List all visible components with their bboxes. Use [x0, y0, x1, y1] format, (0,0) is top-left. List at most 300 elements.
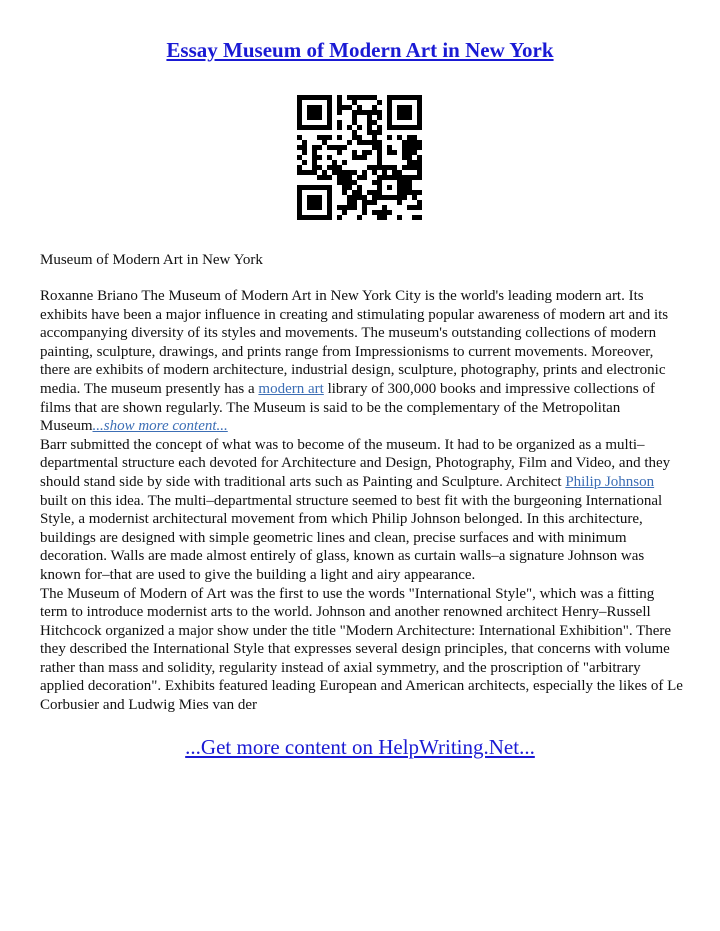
qr-module	[327, 115, 332, 120]
qr-module	[382, 215, 387, 220]
qr-module	[417, 95, 422, 100]
qr-module	[387, 135, 392, 140]
title-link[interactable]: Essay Museum of Modern Art in New York	[166, 38, 554, 62]
qr-module	[412, 205, 417, 210]
qr-module	[362, 140, 367, 145]
modern-art-link[interactable]: modern art	[258, 380, 324, 397]
qr-module	[412, 140, 417, 145]
qr-module	[307, 110, 312, 115]
qr-module	[357, 195, 362, 200]
qr-module	[372, 130, 377, 135]
qr-module	[367, 125, 372, 130]
qr-module	[347, 95, 352, 100]
qr-module	[362, 210, 367, 215]
qr-module	[327, 195, 332, 200]
qr-module	[307, 115, 312, 120]
qr-module	[317, 215, 322, 220]
qr-module	[402, 175, 407, 180]
qr-module	[352, 135, 357, 140]
qr-module	[327, 200, 332, 205]
qr-module	[397, 190, 402, 195]
qr-module	[297, 185, 302, 190]
qr-module	[332, 170, 337, 175]
qr-module	[377, 150, 382, 155]
qr-module	[417, 140, 422, 145]
qr-module	[382, 170, 387, 175]
qr-module	[317, 135, 322, 140]
qr-module	[362, 195, 367, 200]
qr-module	[397, 215, 402, 220]
qr-module	[417, 200, 422, 205]
qr-module	[417, 120, 422, 125]
qr-module	[412, 135, 417, 140]
qr-module	[377, 185, 382, 190]
qr-module	[402, 105, 407, 110]
qr-module	[372, 210, 377, 215]
qr-module	[377, 165, 382, 170]
qr-module	[387, 95, 392, 100]
qr-module	[377, 175, 382, 180]
qr-module	[342, 175, 347, 180]
qr-module	[397, 95, 402, 100]
qr-module	[402, 125, 407, 130]
qr-module	[372, 105, 377, 110]
qr-module	[392, 195, 397, 200]
qr-module	[387, 110, 392, 115]
qr-module	[387, 120, 392, 125]
qr-module	[342, 160, 347, 165]
qr-module	[322, 135, 327, 140]
qr-module	[297, 210, 302, 215]
qr-module	[312, 110, 317, 115]
qr-module	[412, 150, 417, 155]
qr-module	[392, 175, 397, 180]
qr-module	[357, 155, 362, 160]
qr-module	[342, 145, 347, 150]
qr-module	[367, 115, 372, 120]
qr-module	[312, 145, 317, 150]
qr-module	[322, 215, 327, 220]
qr-module	[367, 95, 372, 100]
qr-module	[302, 140, 307, 145]
qr-module	[312, 205, 317, 210]
qr-module	[417, 160, 422, 165]
qr-module	[382, 210, 387, 215]
qr-module	[372, 195, 377, 200]
qr-module	[357, 95, 362, 100]
qr-module	[387, 105, 392, 110]
qr-module	[347, 125, 352, 130]
qr-module	[367, 140, 372, 145]
qr-module	[317, 145, 322, 150]
qr-module	[337, 95, 342, 100]
qr-module	[397, 200, 402, 205]
qr-module	[327, 175, 332, 180]
qr-module	[407, 135, 412, 140]
qr-module	[407, 155, 412, 160]
qr-module	[322, 175, 327, 180]
qr-module	[327, 135, 332, 140]
qr-module	[382, 165, 387, 170]
qr-module	[377, 195, 382, 200]
qr-module	[297, 155, 302, 160]
qr-module	[302, 160, 307, 165]
qr-module	[322, 95, 327, 100]
qr-module	[322, 125, 327, 130]
qr-module	[342, 210, 347, 215]
qr-module	[372, 110, 377, 115]
qr-module	[347, 175, 352, 180]
qr-module	[307, 185, 312, 190]
qr-module	[317, 105, 322, 110]
qr-module	[367, 165, 372, 170]
qr-module	[397, 125, 402, 130]
qr-module	[357, 125, 362, 130]
qr-module	[357, 135, 362, 140]
qr-module	[382, 175, 387, 180]
qr-module	[307, 205, 312, 210]
qr-module	[377, 180, 382, 185]
qr-module	[362, 200, 367, 205]
qr-module	[377, 110, 382, 115]
qr-module	[312, 125, 317, 130]
qr-module	[412, 215, 417, 220]
qr-module	[297, 170, 302, 175]
qr-module	[317, 185, 322, 190]
qr-module	[317, 125, 322, 130]
qr-module	[402, 190, 407, 195]
qr-module	[312, 165, 317, 170]
qr-module	[412, 145, 417, 150]
qr-module	[417, 170, 422, 175]
qr-module	[407, 95, 412, 100]
paragraph-3: The Museum of Modern of Art was the first to use the words "International Style", which was a fitting term to introduce modernist arts to the world. Johnson and another renowned architect Henry–Russell Hitchcock organized a major show under the title "Modern Architecture: International Exhibition". There they described the International Style that expresses several design principles, that concerns with volume rather than mass and solidity, regularity instead of axial symmetry, and the proscription of "arbitrary applied decoration". Exhibits featured leading European and American architects, especially the likes of Le Corbusier and Ludwig Mies van der	[40, 585, 683, 714]
qr-module	[397, 185, 402, 190]
qr-module	[337, 165, 342, 170]
qr-module	[347, 200, 352, 205]
qr-module	[372, 95, 377, 100]
qr-module	[337, 135, 342, 140]
essay-subtitle: Museum of Modern Art in New York	[40, 252, 263, 268]
qr-module	[372, 180, 377, 185]
qr-module	[407, 150, 412, 155]
qr-module	[372, 145, 377, 150]
qr-module	[327, 95, 332, 100]
qr-module	[402, 145, 407, 150]
qr-module	[352, 115, 357, 120]
qr-module	[347, 105, 352, 110]
qr-module	[312, 160, 317, 165]
qr-module	[377, 100, 382, 105]
qr-module	[377, 210, 382, 215]
qr-module	[337, 180, 342, 185]
qr-module	[337, 120, 342, 125]
paragraph-2	[40, 436, 685, 585]
qr-module	[412, 165, 417, 170]
qr-module	[317, 175, 322, 180]
qr-module	[357, 175, 362, 180]
get-more-content	[0, 735, 720, 760]
qr-module	[307, 95, 312, 100]
qr-module	[337, 205, 342, 210]
qr-module	[352, 170, 357, 175]
qr-module	[327, 215, 332, 220]
qr-module	[327, 145, 332, 150]
qr-module	[402, 165, 407, 170]
qr-module	[417, 215, 422, 220]
qr-module	[347, 170, 352, 175]
qr-module	[297, 165, 302, 170]
qr-module	[357, 185, 362, 190]
qr-module	[337, 145, 342, 150]
qr-module	[347, 195, 352, 200]
qr-module	[302, 125, 307, 130]
qr-module	[407, 105, 412, 110]
qr-module	[377, 130, 382, 135]
qr-module	[387, 115, 392, 120]
qr-module	[382, 195, 387, 200]
qr-module	[387, 175, 392, 180]
qr-module	[407, 140, 412, 145]
qr-module	[377, 125, 382, 130]
qr-module	[352, 130, 357, 135]
qr-module	[307, 170, 312, 175]
qr-module	[312, 115, 317, 120]
qr-module	[417, 155, 422, 160]
qr-module	[357, 190, 362, 195]
qr-module	[317, 155, 322, 160]
qr-module	[417, 145, 422, 150]
qr-module	[377, 140, 382, 145]
qr-module	[362, 175, 367, 180]
qr-module	[412, 190, 417, 195]
qr-module	[402, 110, 407, 115]
qr-module	[392, 170, 397, 175]
qr-module	[337, 150, 342, 155]
philip-johnson-link[interactable]: Philip Johnson	[565, 473, 655, 490]
qr-module	[362, 155, 367, 160]
qr-module	[417, 165, 422, 170]
qr-module	[372, 165, 377, 170]
qr-module	[402, 195, 407, 200]
qr-module	[347, 185, 352, 190]
qr-module	[307, 105, 312, 110]
qr-module	[327, 190, 332, 195]
qr-module	[297, 200, 302, 205]
qr-module	[347, 140, 352, 145]
qr-module	[372, 190, 377, 195]
qr-module	[352, 120, 357, 125]
qr-module	[407, 145, 412, 150]
qr-module	[307, 125, 312, 130]
qr-module	[362, 150, 367, 155]
qr-module	[317, 200, 322, 205]
qr-module	[397, 135, 402, 140]
qr-module	[362, 110, 367, 115]
qr-module	[312, 195, 317, 200]
qr-module	[412, 95, 417, 100]
qr-module	[352, 110, 357, 115]
qr-module	[407, 205, 412, 210]
qr-module	[412, 125, 417, 130]
qr-module	[387, 195, 392, 200]
qr-module	[312, 150, 317, 155]
qr-module	[357, 140, 362, 145]
qr-module	[337, 100, 342, 105]
qr-module	[387, 150, 392, 155]
qr-module	[332, 165, 337, 170]
qr-module	[327, 185, 332, 190]
qr-module	[412, 160, 417, 165]
qr-module	[377, 160, 382, 165]
qr-module	[402, 140, 407, 145]
qr-module	[327, 100, 332, 105]
qr-module	[297, 190, 302, 195]
qr-module	[327, 205, 332, 210]
qr-module	[372, 170, 377, 175]
qr-module	[382, 205, 387, 210]
qr-module	[407, 165, 412, 170]
qr-module	[392, 150, 397, 155]
qr-module	[417, 105, 422, 110]
qr-module	[362, 170, 367, 175]
qr-module	[297, 145, 302, 150]
qr-module	[367, 110, 372, 115]
qr-module	[312, 200, 317, 205]
qr-module	[297, 100, 302, 105]
qr-module	[412, 175, 417, 180]
qr-module	[322, 170, 327, 175]
qr-module	[402, 150, 407, 155]
qr-module	[302, 170, 307, 175]
qr-module	[297, 195, 302, 200]
paragraph-1-text-a: Roxanne Briano The Museum of Modern Art in New York City is the world's leading modern art. Its exhibits have been a major influence in creating and stimulating popular awareness of modern art and its accompanying diversity of its styles and movements. The museum's outstanding collections of modern painting, sculpture, drawings, and prints range from Impressionisms to current movements. Moreover, there are exhibits of modern architecture, industrial design, sculpture, photography, prints and electronic media. The museum presently has a	[40, 288, 669, 397]
qr-module	[387, 145, 392, 150]
qr-module	[407, 115, 412, 120]
qr-module	[297, 105, 302, 110]
qr-module	[352, 100, 357, 105]
qr-module	[372, 135, 377, 140]
page-title	[0, 38, 720, 63]
qr-module	[402, 95, 407, 100]
qr-module	[317, 110, 322, 115]
qr-module	[337, 110, 342, 115]
qr-module	[412, 195, 417, 200]
qr-module	[297, 120, 302, 125]
qr-module	[367, 200, 372, 205]
qr-module	[347, 205, 352, 210]
qr-module	[367, 120, 372, 125]
qr-module	[322, 185, 327, 190]
get-more-content-link[interactable]: ...Get more content on HelpWriting.Net...	[185, 735, 535, 759]
qr-module	[392, 165, 397, 170]
qr-module	[407, 185, 412, 190]
qr-module	[372, 200, 377, 205]
qr-module	[387, 125, 392, 130]
qr-module	[307, 200, 312, 205]
qr-module	[417, 190, 422, 195]
qr-module	[407, 160, 412, 165]
qr-module	[327, 125, 332, 130]
qr-module	[312, 105, 317, 110]
qr-module	[387, 100, 392, 105]
paragraph-1-text-b: library of 300,000 books and impressive collections of films that are shown regularly. The Museum is said to be the complementary of the Metropolitan Museum	[40, 380, 655, 435]
qr-module	[312, 185, 317, 190]
qr-module	[327, 155, 332, 160]
qr-module	[317, 205, 322, 210]
qr-module	[377, 155, 382, 160]
qr-module	[377, 190, 382, 195]
qr-module	[387, 185, 392, 190]
qr-module	[397, 115, 402, 120]
qr-module	[342, 170, 347, 175]
qr-module	[417, 100, 422, 105]
paragraph-2-text-b: built on this idea. The multi–departmental structure seemed to best fit with the burgeoning International Style, a modernist architectural movement from which Philip Johnson belonged. In this architecture, buildings are designed with simple geometric lines and clean, precise surfaces and with minimum decoration. Walls are made almost entirely of glass, known as curtain walls–a signature Johnson was known for–that are used to give the building a light and airy appearance.	[40, 492, 663, 583]
qr-module	[307, 215, 312, 220]
qr-module	[372, 120, 377, 125]
qr-module	[402, 115, 407, 120]
qr-module	[352, 150, 357, 155]
qr-module	[397, 110, 402, 115]
qr-module	[347, 180, 352, 185]
qr-module	[312, 155, 317, 160]
qr-module	[342, 105, 347, 110]
qr-module	[357, 110, 362, 115]
qr-module	[317, 95, 322, 100]
show-more-link[interactable]: ...show more content...	[92, 418, 228, 435]
qr-module	[402, 180, 407, 185]
qr-module	[302, 215, 307, 220]
qr-module	[397, 195, 402, 200]
qr-module	[417, 110, 422, 115]
qr-module	[397, 175, 402, 180]
qr-module	[317, 195, 322, 200]
paragraph-1	[40, 287, 685, 436]
qr-module	[417, 175, 422, 180]
qr-module	[337, 170, 342, 175]
qr-module	[352, 200, 357, 205]
qr-module	[407, 180, 412, 185]
qr-module	[312, 170, 317, 175]
qr-module	[342, 180, 347, 185]
qr-module	[397, 180, 402, 185]
qr-module	[297, 95, 302, 100]
qr-module	[307, 195, 312, 200]
qr-module	[297, 205, 302, 210]
qr-module	[362, 95, 367, 100]
qr-module	[372, 140, 377, 145]
qr-code-icon	[297, 95, 422, 220]
qr-module	[312, 95, 317, 100]
qr-module	[337, 175, 342, 180]
qr-module	[342, 190, 347, 195]
qr-module	[402, 185, 407, 190]
qr-module	[352, 195, 357, 200]
qr-module	[377, 145, 382, 150]
qr-module	[327, 165, 332, 170]
qr-module	[352, 190, 357, 195]
qr-module	[392, 125, 397, 130]
qr-module	[337, 125, 342, 130]
qr-module	[407, 175, 412, 180]
qr-module	[367, 190, 372, 195]
qr-module	[327, 120, 332, 125]
qr-module	[322, 140, 327, 145]
qr-module	[342, 185, 347, 190]
qr-module	[302, 95, 307, 100]
qr-module	[367, 130, 372, 135]
qr-module	[302, 150, 307, 155]
